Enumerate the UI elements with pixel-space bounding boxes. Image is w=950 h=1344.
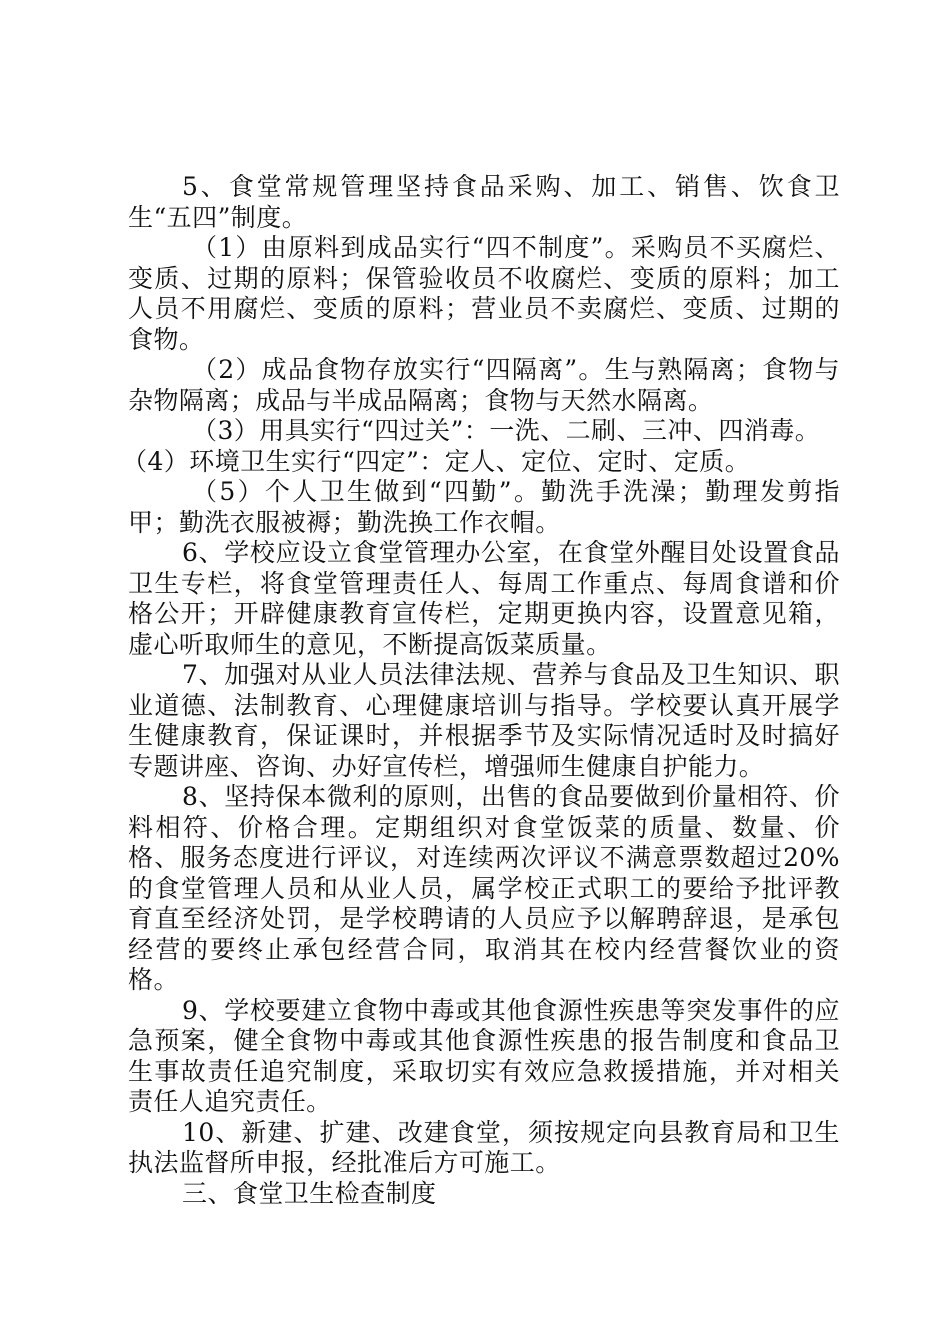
paragraph-sub-5: （5）个人卫生做到“四勤”。勤洗手洗澡；勤理发剪指甲；勤洗衣服被褥；勤洗换工作衣帽。 [128, 477, 840, 537]
paragraph-sub-3: （3）用具实行“四过关”：一洗、二刷、三冲、四消毒。 [192, 416, 821, 445]
paragraph-item-7: 7、加强对从业人员法律法规、营养与食品及卫生知识、职业道德、法制教育、心理健康培训与指导。学校要认真开展学生健康教育，保证课时，并根据季节及实际情况适时及时搞好专题讲座、咨询、办好宣传栏，增强师生健康自护能力。 [128, 660, 840, 781]
document-body [122, 172, 840, 1209]
paragraph-item-5: 5、食堂常规管理坚持食品采购、加工、销售、饮食卫生“五四”制度。 [128, 172, 840, 232]
section-heading-3: 三、食堂卫生检查制度 [182, 1178, 437, 1208]
paragraph-item-10: 10、新建、扩建、改建食堂，须按规定向县教育局和卫生执法监督所申报，经批准后方可施工。 [128, 1117, 840, 1177]
paragraph-sub-2: （2）成品食物存放实行“四隔离”。生与熟隔离；食物与杂物隔离；成品与半成品隔离；食物与天然水隔离。 [128, 355, 840, 415]
paragraph-sub-4: （4）环境卫生实行“四定”：定人、定位、定时、定质。 [122, 446, 751, 476]
paragraph-item-8: 8、坚持保本微利的原则，出售的食品要做到价量相符、价料相符、价格合理。定期组织对食堂饭菜的质量、数量、价格、服务态度进行评议，对连续两次评议不满意票数超过20%的食堂管理人员和从业人员，属学校正式职工的要给予批评教育直至经济处罚，是学校聘请的人员应予以解聘辞退，是承包经营的要终止承包经营合同，取消其在校内经营餐饮业的资格。 [128, 782, 840, 994]
paragraph-sub-1: （1）由原料到成品实行“四不制度”。采购员不买腐烂、变质、过期的原料；保管验收员不收腐烂、变质的原料；加工人员不用腐烂、变质的原料；营业员不卖腐烂、变质、过期的食物。 [128, 233, 840, 354]
paragraph-item-9: 9、学校要建立食物中毒或其他食源性疾患等突发事件的应急预案，健全食物中毒或其他食源性疾患的报告制度和食品卫生事故责任追究制度，采取切实有效应急救援措施，并对相关责任人追究责任。 [128, 995, 840, 1116]
paragraph-item-6: 6、学校应设立食堂管理办公室，在食堂外醒目处设置食品卫生专栏，将食堂管理责任人、每周工作重点、每周食谱和价格公开；开辟健康教育宣传栏，定期更换内容，设置意见箱，虚心听取师生的意见，不断提高饭菜质量。 [128, 538, 840, 659]
